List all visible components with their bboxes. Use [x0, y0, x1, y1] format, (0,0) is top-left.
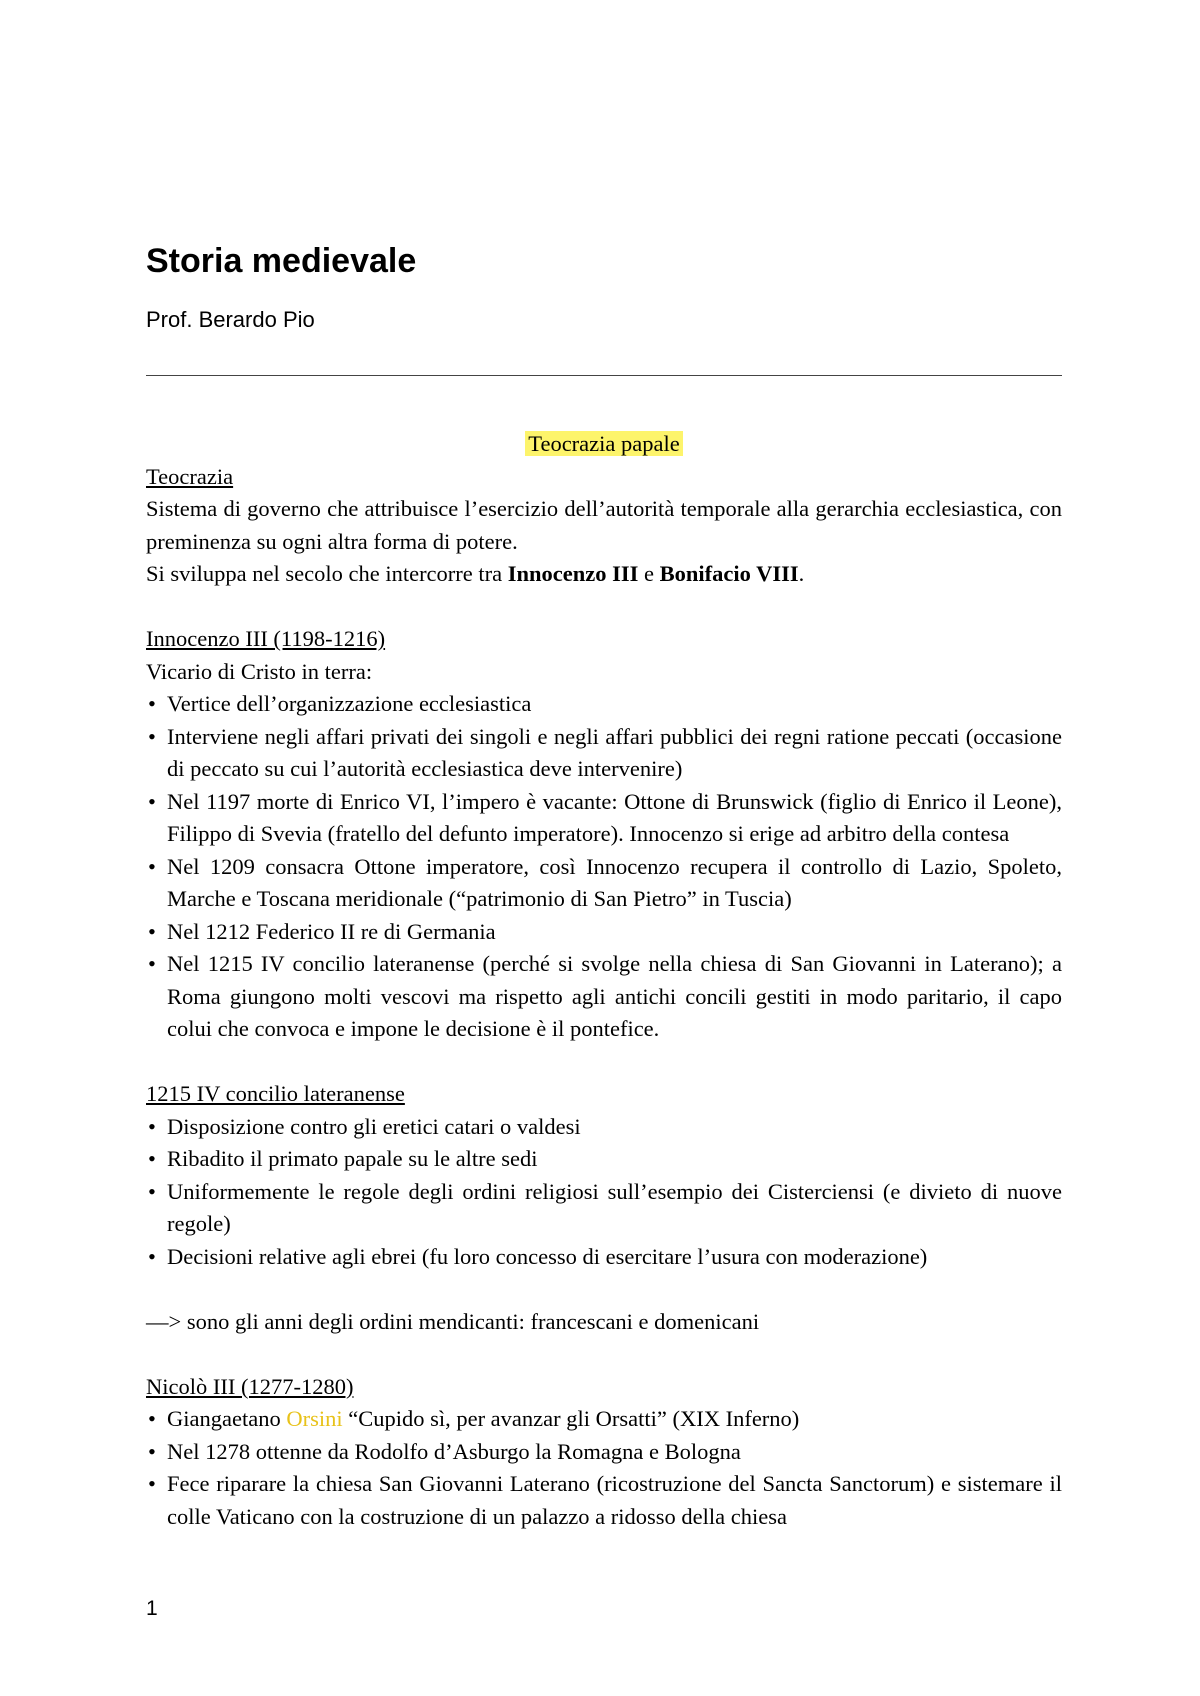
- innocenzo-name: Innocenzo III: [507, 561, 639, 586]
- document-title: Storia medievale: [146, 242, 417, 280]
- list-item-text: Decisioni relative agli ebrei (fu loro concesso di esercitare l’usura con moderazione): [167, 1243, 928, 1269]
- list-item: [146, 1111, 1062, 1144]
- list-item-text: Fece riparare la chiesa San Giovanni Laterano (ricostruzione del Sancta Sanctorum) e sistemare il colle Vaticano con la costruzione di un palazzo a ridosso della chiesa: [167, 1471, 1062, 1529]
- list-item-text: Ribadito il primato papale su le altre sedi: [167, 1146, 538, 1171]
- document-author: Prof. Berardo Pio: [146, 307, 315, 332]
- list-item: [146, 1436, 1062, 1469]
- list-item: [146, 1176, 1062, 1241]
- bullet-dot: •: [148, 853, 156, 879]
- teocrazia-definition: Sistema di governo che attribuisce l’esercizio dell’autorità temporale alla gerarchia ecclesiastica, con preminenza su ogni altra forma di potere.: [146, 496, 1062, 554]
- bullet-dot: •: [148, 1406, 156, 1431]
- list-item-text: Uniformemente le regole degli ordini religiosi sull’esempio dei Cisterciensi (e divieto di nuove regole): [167, 1178, 1062, 1236]
- spacer: [146, 1338, 1062, 1371]
- bullet-dot: •: [148, 723, 156, 749]
- bullet-dot: •: [148, 918, 156, 944]
- list-item: [146, 1143, 1062, 1176]
- period-end: .: [798, 561, 805, 586]
- concilio-list: [146, 1111, 1062, 1274]
- innocenzo-intro: Vicario di Cristo in terra:: [146, 658, 373, 684]
- bullet-dot: •: [148, 788, 156, 814]
- list-item-text: Vertice dell’organizzazione ecclesiastica: [167, 691, 532, 716]
- list-item: [146, 1468, 1062, 1533]
- list-item-text: Interviene negli affari privati dei singoli e negli affari pubblici dei regni ratione peccati (occasione di peccato su cui l’autorità ecclesiastica deve intervenire): [167, 723, 1062, 781]
- document-body: [146, 428, 1062, 1533]
- innocenzo-list: [146, 688, 1062, 1046]
- list-item: [146, 688, 1062, 721]
- section-title-line: [146, 428, 1062, 461]
- innocenzo-heading: Innocenzo III (1198-1216): [146, 626, 386, 651]
- spacer: [146, 1273, 1062, 1306]
- bullet-dot: •: [148, 1113, 156, 1139]
- spacer: [146, 1046, 1062, 1079]
- list-item-text: Nel 1215 IV concilio lateranense (perché si svolge nella chiesa di San Giovanni in Laterano); a Roma giungono molti vescovi ma rispetto agli antichi concili gestiti in modo paritario, il capo colui che convoca e impone le decisione è il pontefice.: [167, 951, 1062, 1041]
- teocrazia-heading: Teocrazia: [146, 463, 234, 489]
- header-divider: [146, 375, 1062, 376]
- bonifacio-name: Bonifacio VIII: [659, 561, 799, 586]
- list-item-text: Disposizione contro gli eretici catari o valdesi: [167, 1113, 581, 1139]
- conjunction: e: [638, 561, 660, 586]
- concilio-heading: 1215 IV concilio lateranense: [146, 1081, 405, 1106]
- list-item: [146, 721, 1062, 786]
- list-item-text: Nel 1278 ottenne da Rodolfo d’Asburgo la Romagna e Bologna: [167, 1438, 741, 1464]
- orsini-highlight: Orsini: [286, 1406, 343, 1431]
- period-text: Si sviluppa nel secolo che intercorre tra: [146, 561, 508, 586]
- nicolo-heading: Nicolò III (1277-1280): [146, 1373, 354, 1399]
- bullet-dot: •: [148, 1178, 156, 1204]
- list-item-text: Nel 1212 Federico II re di Germania: [167, 918, 496, 944]
- spacer: [146, 591, 1062, 624]
- bullet-dot: •: [148, 1471, 156, 1496]
- list-item-text: Giangaetano: [167, 1406, 287, 1431]
- bullet-dot: •: [148, 1438, 156, 1464]
- list-item: [146, 948, 1062, 1046]
- list-item: [146, 786, 1062, 851]
- list-item: [146, 1403, 1062, 1436]
- page-number: 1: [146, 1597, 158, 1620]
- list-item-text: “Cupido sì, per avanzar gli Orsatti” (XIX Inferno): [342, 1406, 800, 1431]
- teocrazia-period: [146, 558, 1062, 591]
- bullet-dot: •: [148, 1243, 156, 1269]
- bullet-dot: •: [148, 1146, 156, 1171]
- list-item: [146, 851, 1062, 916]
- bullet-dot: •: [148, 951, 156, 976]
- list-item: [146, 916, 1062, 949]
- list-item-text: Nel 1197 morte di Enrico VI, l’impero è vacante: Ottone di Brunswick (figlio di Enrico il Leone), Filippo di Svevia (fratello del defunto imperatore). Innocenzo si erige ad arbitro della contesa: [167, 788, 1062, 846]
- mendicanti-note: —> sono gli anni degli ordini mendicanti: francescani e domenicani: [146, 1308, 760, 1334]
- bullet-dot: •: [148, 691, 156, 716]
- section-title: Teocrazia papale: [525, 431, 682, 456]
- nicolo-list: [146, 1403, 1062, 1533]
- list-item: [146, 1241, 1062, 1274]
- list-item-text: Nel 1209 consacra Ottone imperatore, così Innocenzo recupera il controllo di Lazio, Spoleto, Marche e Toscana meridionale (“patrimonio di San Pietro” in Tuscia): [167, 853, 1062, 911]
